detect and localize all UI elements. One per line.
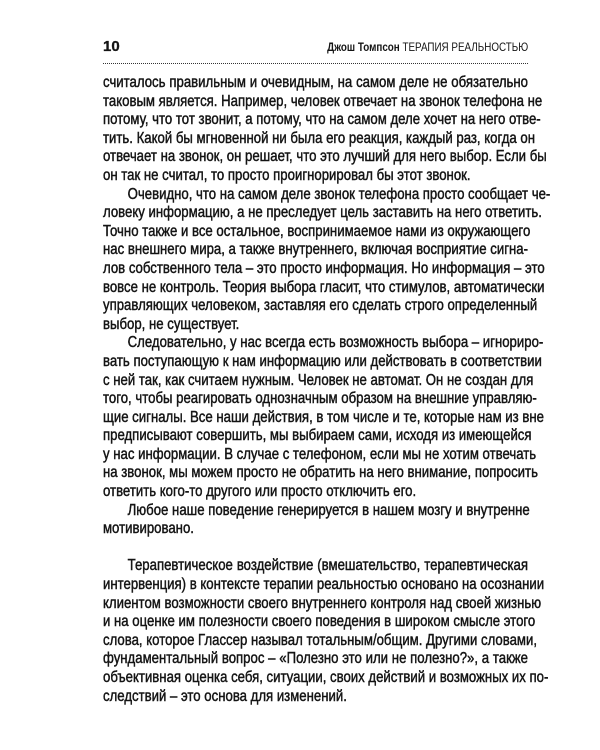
text-line: вать поступающую к нам информацию или действовать в соответствии: [103, 352, 542, 370]
paragraph: [103, 334, 544, 501]
text-line: Очевидно, что на самом деле звонок телефона просто сообщает че-: [127, 185, 551, 203]
text-line: слова, которое Глассер называл тотальным/общим. Другими словами,: [103, 631, 537, 649]
text-line: потому, что тот звонит, а потому, что на самом деле хочет на него отве-: [103, 111, 541, 129]
text-line: фундаментальный вопрос – «Полезно это или не полезно?», а также: [103, 650, 528, 668]
header-divider: [103, 63, 528, 64]
page-number: 10: [103, 38, 120, 55]
text-line: того, чтобы реагировать однозначным образом на внешние управляю-: [103, 390, 537, 408]
paragraph: [103, 74, 547, 186]
text-line: он так не считал, то просто проигнорировал бы этот звонок.: [103, 166, 471, 184]
text-line: Терапевтическое воздействие (вмешательство, терапевтическая: [127, 557, 529, 575]
text-line: предписывают совершить, мы выбираем сами, исходя из имеющейся: [103, 427, 532, 445]
paragraph: [103, 185, 551, 335]
text-line: Точно также и все остальное, воспринимаемое нами из окружающего: [103, 222, 531, 240]
text-line: щие сигналы. Все наши действия, в том числе и те, которые нам из вне: [103, 408, 544, 426]
paragraph: [103, 557, 549, 706]
section-break: [103, 539, 528, 558]
text-line: на звонок, мы можем просто не обратить на него внимание, попросить: [103, 464, 538, 482]
text-line: мотивировано.: [103, 520, 194, 538]
text-line: и на оценке им полезности своего поведения в широком смысле этого: [103, 613, 536, 631]
text-line: выбор, не существует.: [103, 315, 240, 333]
text-line: ответить кого-то другого или просто отключить его.: [103, 483, 417, 501]
running-title: [327, 40, 528, 54]
text-line: следствий – это основа для изменений.: [103, 687, 347, 705]
text-line: нас внешнего мира, а также внутреннего, включая восприятие сигна-: [103, 241, 528, 259]
text-line: у нас информации. В случае с телефоном, если мы не хотим отвечать: [103, 445, 537, 463]
text-line: считалось правильным и очевидным, на самом деле не обязательно: [103, 74, 528, 91]
text-line: таковым является. Например, человек отвечает на звонок телефона не: [103, 92, 543, 110]
text-line: тить. Какой бы мгновенной ни была его реакция, каждый раз, когда он: [103, 129, 535, 147]
text-line: лов собственного тела – это просто информация. Но информация – это: [103, 259, 545, 277]
text-line: с ней так, как считаем нужным. Человек не автомат. Он не создан для: [103, 371, 534, 389]
text-line: отвечает на звонок, он решает, что это лучший для него выбор. Если бы: [103, 148, 547, 166]
text-line: ловеку информацию, а не преследует цель заставить на него ответить.: [103, 204, 542, 222]
paragraph: [103, 502, 528, 539]
text-line: управляющих человеком, заставляя его сделать строго определенный: [103, 297, 538, 315]
text-line: Следовательно, у нас всегда есть возможность выбора – игнориро-: [127, 334, 544, 352]
text-line: Любое наше поведение генерируется в нашем мозгу и внутренне: [127, 501, 530, 519]
text-line: интервенция) в контексте терапии реальностью основано на осознании: [103, 576, 545, 594]
page-body: [103, 74, 551, 706]
text-line: вовсе не контроль. Теория выбора гласит, что стимулов, автоматически: [103, 278, 545, 296]
running-header: [103, 38, 528, 58]
book-title: ТЕРАПИЯ РЕАЛЬНОСТЬЮ: [402, 40, 528, 54]
text-line: объективная оценка себя, ситуации, своих действий и возможных их по-: [103, 669, 549, 686]
text-line: клиентом возможности своего внутреннего контроля над своей жизнью: [103, 594, 542, 612]
author-name: Джош Томпсон: [326, 40, 400, 54]
